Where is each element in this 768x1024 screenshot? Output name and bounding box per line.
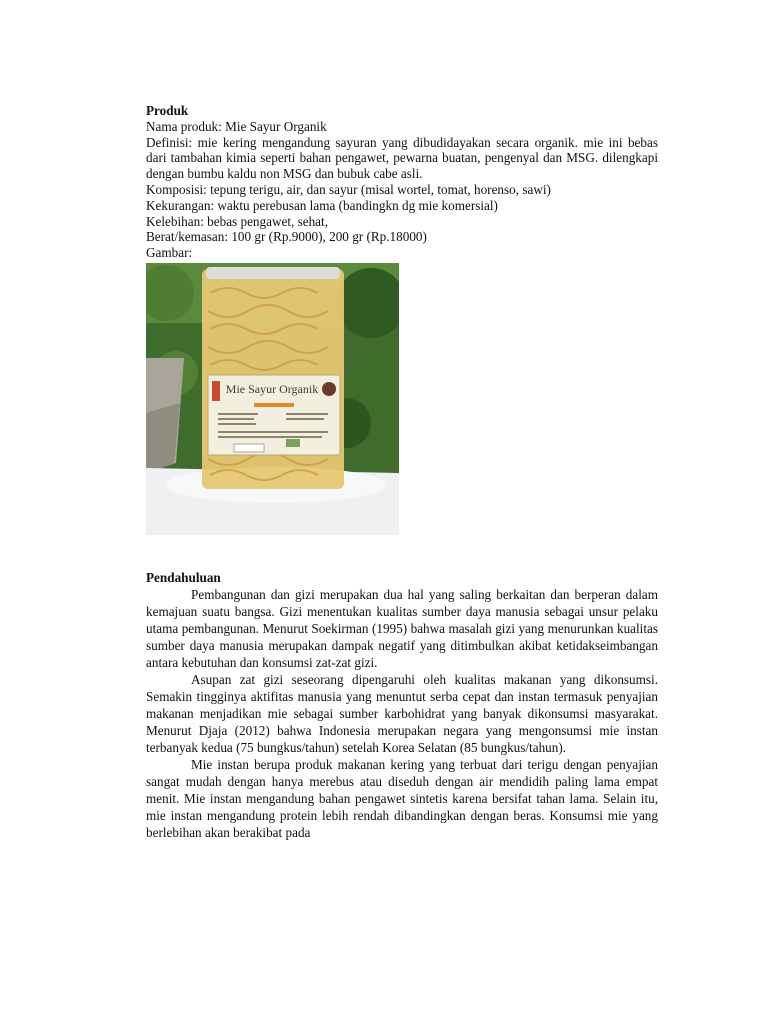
section-heading-produk: Produk (146, 103, 189, 118)
product-strength: Kelebihan: bebas pengawet, sehat, (146, 213, 328, 229)
paragraph: Mie instan berupa produk makanan kering yang terbuat dari terigu dengan penyajian sangat mudah dengan hanya merebus atau diseduh dengan air mendidih paling lama empat menit. Mie instan mengandung bahan pengawet sintetis karena bersifat tahan lama. Selain itu, mie instan mengandung protein lebih rendah dibandingkan dengan beras. Konsumsi mie yang berlebihan akan berakibat pada (146, 756, 658, 840)
product-definition: Definisi: mie kering mengandung sayuran yang dibudidayakan secara organik. mie ini bebas dari tambahan kimia seperti bahan pengawet, pewarna buatan, pengenyal dan MSG. dilengkapi dengan bumbu kaldu non MSG dan bubuk cabe asli. (146, 134, 658, 182)
product-composition: Komposisi: tepung terigu, air, dan sayur (misal wortel, tomat, horenso, sawi) (146, 181, 551, 197)
picture-label: Gambar: (146, 245, 193, 261)
paragraph: Asupan zat gizi seseorang dipengaruhi oleh kualitas makanan yang dikonsumsi. Semakin tingginya aktifitas manusia yang menuntut serba cepat dan instan termasuk penyajian makanan menjadikan mie sebagai sumber karbohidrat yang banyak dikonsumsi masyarakat. Menurut Djaja (2012) bahwa Indonesia merupakan negara yang mengonsumsi mie instan terbanyak kedua (75 bungkus/tahun) setelah Korea Selatan (85 bungkus/tahun). (146, 671, 658, 755)
paragraph: Pembangunan dan gizi merupakan dua hal yang saling berkaitan dan berperan dalam kemajuan suatu bangsa. Gizi menentukan kualitas sumber daya manusia sebagai unsur pelaku utama pembangunan. Menurut Soekirman (1995) bahwa masalah gizi yang menurunkan kualitas sumber daya manusia merupakan dampak negatif yang ditimbulkan akibat ketidakseimbangan antara kebutuhan dan konsumsi zat-zat gizi. (146, 586, 658, 670)
product-photo (146, 263, 399, 535)
document-page (146, 103, 658, 841)
package-title: Mie Sayur Organik (225, 381, 319, 396)
product-weakness: Kekurangan: waktu perebusan lama (bandingkn dg mie komersial) (146, 197, 498, 213)
section-heading-pendahuluan: Pendahuluan (146, 569, 221, 585)
product-name: Nama produk: Mie Sayur Organik (146, 118, 327, 134)
product-weight-price: Berat/kemasan: 100 gr (Rp.9000), 200 gr (Rp.18000) (146, 229, 427, 245)
